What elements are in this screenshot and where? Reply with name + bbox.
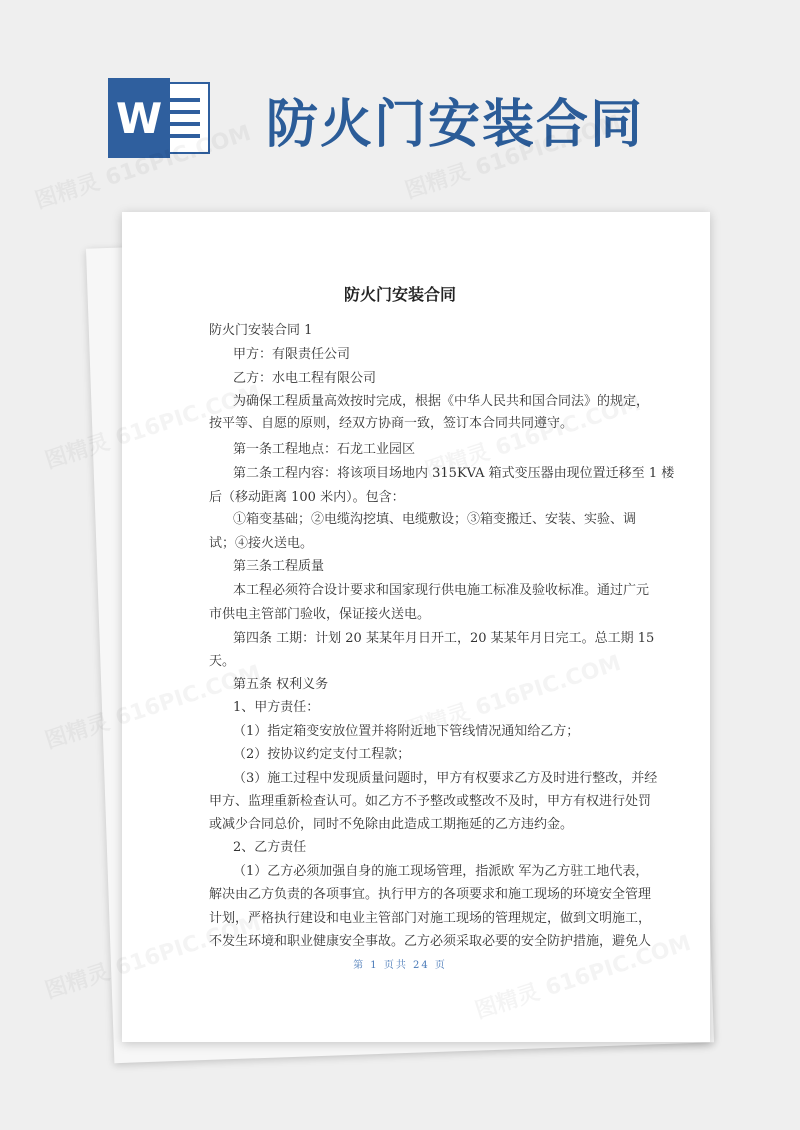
body-line: 天。 [209, 654, 236, 669]
body-line: 甲方：有限责任公司 [233, 347, 351, 362]
body-line: 后（移动距离 100 米内）。包含： [209, 490, 405, 505]
body-line: 第五条 权利义务 [233, 677, 329, 692]
body-line: 按平等、自愿的原则，经双方协商一致，签订本合同共同遵守。 [209, 416, 574, 431]
page-footer: 第 1 页共 24 页 [353, 960, 447, 971]
body-line: 不发生环境和职业健康安全事故。乙方必须采取必要的安全防护措施，避免人 [209, 934, 652, 949]
logo-letter: W [108, 78, 170, 158]
body-line: 为确保工程质量高效按时完成，根据《中华人民共和国合同法》的规定， [233, 394, 650, 409]
body-line: 乙方：水电工程有限公司 [233, 371, 377, 386]
body-line: 试；④接火送电。 [209, 536, 314, 551]
body-line: 2、乙方责任 [233, 840, 307, 855]
body-line: 本工程必须符合设计要求和国家现行供电施工标准及验收标准。通过广元 [233, 583, 650, 598]
body-line: 第一条工程地点：石龙工业园区 [233, 442, 416, 457]
document-title: 防火门安装合同 [343, 285, 456, 304]
body-line: 第四条 工期：计划 20 某某年月日开工，20 某某年月日完工。总工期 15 [233, 631, 655, 646]
body-line: 第三条工程质量 [233, 559, 325, 574]
body-line: （3）施工过程中发现质量问题时，甲方有权要求乙方及时进行整改，并经 [233, 771, 658, 786]
body-line: 计划，严格执行建设和电业主管部门对施工现场的管理规定，做到文明施工， [209, 911, 652, 926]
body-line: 解决由乙方负责的各项事宜。执行甲方的各项要求和施工现场的环境安全管理 [209, 887, 652, 902]
body-line: 甲方、监理重新检查认可。如乙方不予整改或整改不及时，甲方有权进行处罚 [209, 794, 652, 809]
body-line: 第二条工程内容：将该项目场地内 315KVA 箱式变压器由现位置迁移至 1 楼 [233, 466, 675, 481]
body-line: 或减少合同总价，同时不免除由此造成工期拖延的乙方违约金。 [209, 817, 574, 832]
banner-title: 防火门安装合同 [266, 95, 645, 155]
body-line: （1）乙方必须加强自身的施工现场管理，指派欧 军为乙方驻工地代表， [233, 864, 649, 879]
body-line: （1）指定箱变安放位置并将附近地下管线情况通知给乙方； [233, 724, 580, 739]
body-line: 市供电主管部门验收，保证接火送电。 [209, 607, 431, 622]
body-line: 防火门安装合同 1 [209, 323, 313, 338]
body-line: 1、甲方责任： [233, 700, 320, 715]
body-line: （2）按协议约定支付工程款； [233, 747, 411, 762]
body-line: ①箱变基础；②电缆沟挖填、电缆敷设；③箱变搬迁、安装、实验、调 [233, 512, 637, 527]
word-logo-icon [108, 78, 212, 158]
